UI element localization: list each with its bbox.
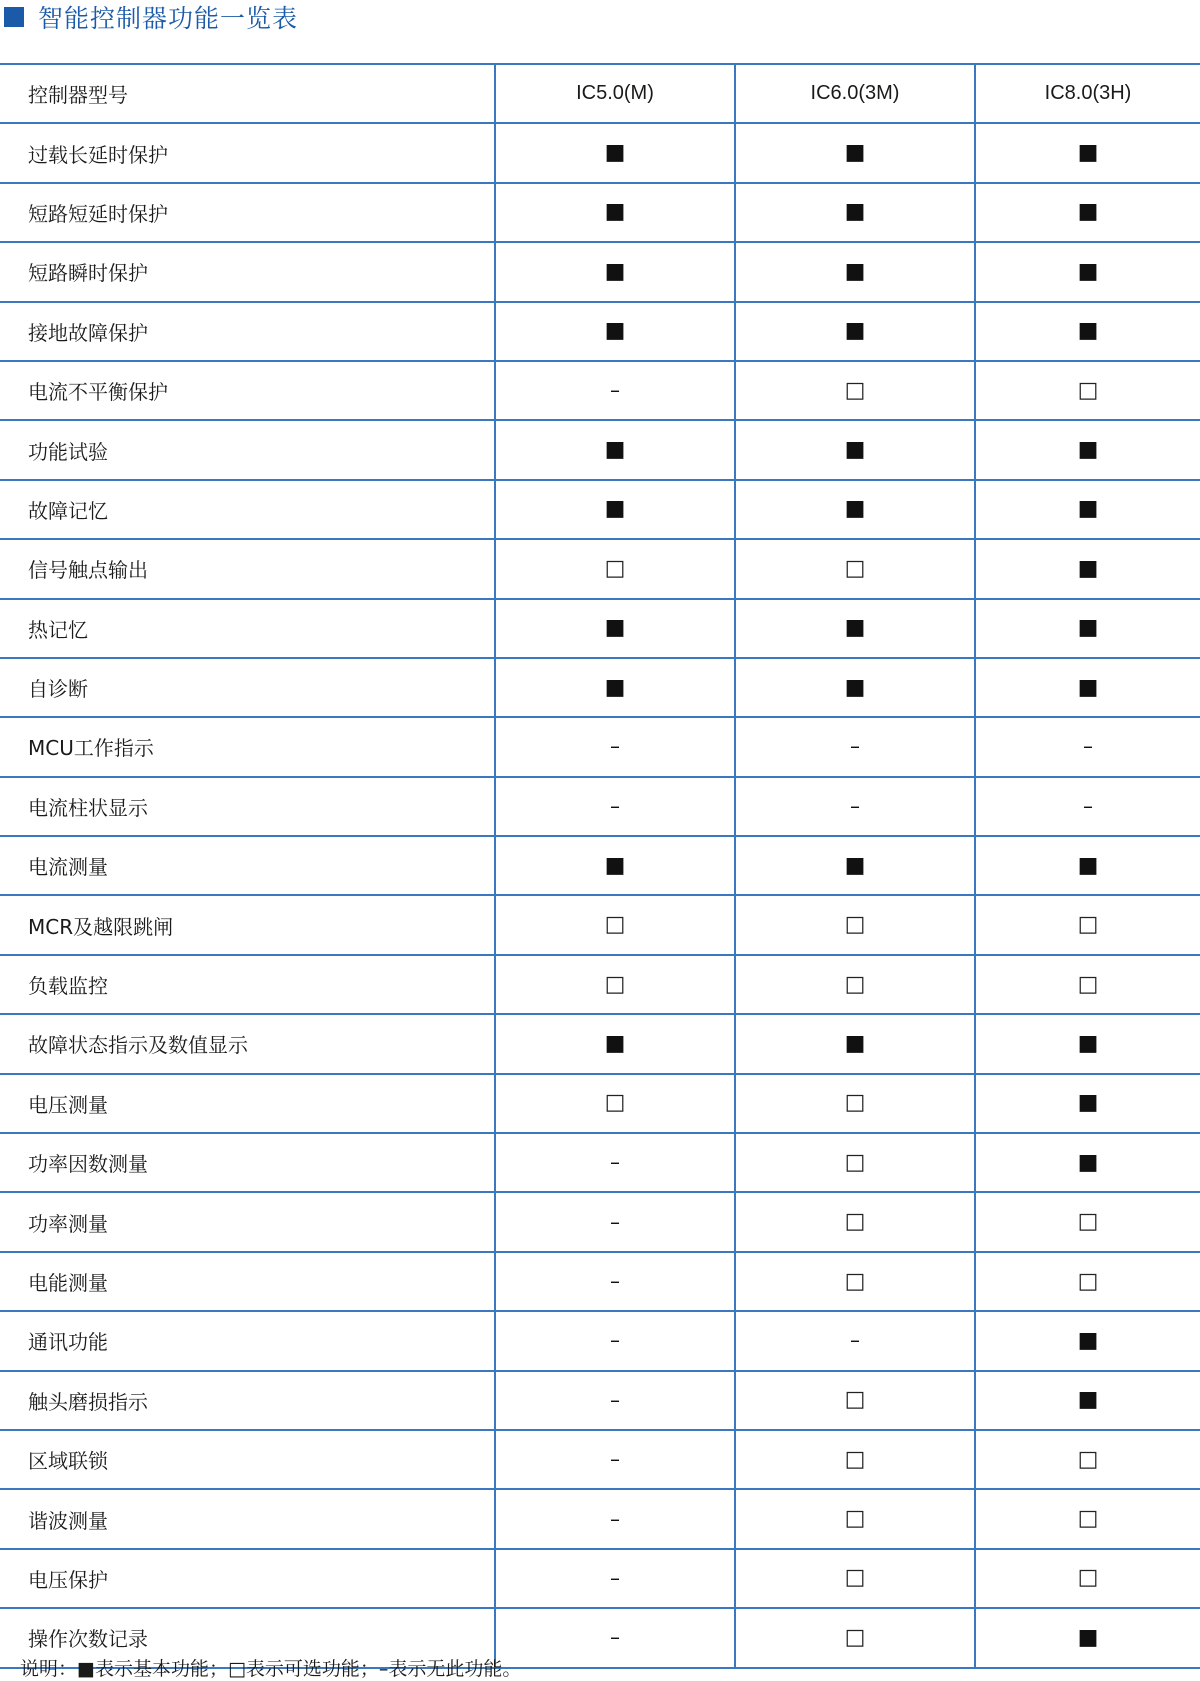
- page-title: 智能控制器功能一览表: [38, 4, 299, 33]
- table-row: [0, 1014, 1200, 1073]
- feature-name: 电压保护: [0, 1549, 495, 1608]
- feature-name: 功率测量: [0, 1192, 495, 1251]
- feature-name: 负载监控: [0, 955, 495, 1014]
- optional-mark-icon: □: [844, 1209, 866, 1235]
- basic-mark-icon: ■: [604, 1030, 626, 1056]
- cell-ic50: [495, 1014, 735, 1073]
- cell-ic50: [495, 895, 735, 954]
- feature-name: 功能试验: [0, 420, 495, 479]
- cell-ic60: [735, 1074, 975, 1133]
- basic-mark-icon: ■: [1077, 199, 1099, 225]
- cell-ic60: [735, 1549, 975, 1608]
- cell-ic80: [975, 599, 1200, 658]
- cell-ic60: [735, 1014, 975, 1073]
- table-header-row: [0, 64, 1200, 123]
- basic-mark-icon: ■: [1077, 615, 1099, 641]
- cell-ic80: [975, 717, 1200, 776]
- basic-mark-icon: ■: [1077, 1030, 1099, 1056]
- cell-ic80: [975, 242, 1200, 301]
- none-mark-icon: –: [1083, 734, 1093, 759]
- basic-mark-icon: ■: [1077, 852, 1099, 878]
- none-mark-icon: –: [850, 734, 860, 759]
- basic-mark-icon: ■: [1077, 437, 1099, 463]
- cell-ic80: [975, 1311, 1200, 1370]
- feature-name: 信号触点输出: [0, 539, 495, 598]
- table-row: [0, 717, 1200, 776]
- table-row: [0, 1074, 1200, 1133]
- optional-mark-icon: □: [844, 377, 866, 403]
- none-mark-icon: –: [610, 1565, 620, 1590]
- cell-ic50: [495, 302, 735, 361]
- feature-name: 通讯功能: [0, 1311, 495, 1370]
- cell-ic60: [735, 123, 975, 182]
- basic-mark-icon: ■: [844, 852, 866, 878]
- none-mark-icon: –: [610, 1328, 620, 1353]
- basic-mark-icon: ■: [1077, 318, 1099, 344]
- basic-mark-icon: ■: [844, 437, 866, 463]
- cell-ic60: [735, 717, 975, 776]
- basic-mark-icon: ■: [604, 318, 626, 344]
- basic-mark-icon: ■: [1077, 1149, 1099, 1175]
- basic-mark-icon: ■: [604, 496, 626, 522]
- cell-ic50: [495, 1608, 735, 1667]
- cell-ic80: [975, 1371, 1200, 1430]
- cell-ic60: [735, 183, 975, 242]
- cell-ic50: [495, 1549, 735, 1608]
- feature-name: 故障状态指示及数值显示: [0, 1014, 495, 1073]
- basic-mark-icon: ■: [1077, 496, 1099, 522]
- none-mark-icon: –: [850, 793, 860, 818]
- optional-mark-icon: □: [1077, 1209, 1099, 1235]
- none-mark-icon: –: [610, 1447, 620, 1472]
- optional-mark-icon: □: [1077, 1446, 1099, 1472]
- feature-name: 短路短延时保护: [0, 183, 495, 242]
- cell-ic80: [975, 1608, 1200, 1667]
- optional-mark-icon: □: [1077, 377, 1099, 403]
- cell-ic80: [975, 1192, 1200, 1251]
- cell-ic50: [495, 1430, 735, 1489]
- cell-ic50: [495, 1311, 735, 1370]
- optional-mark-icon: □: [844, 1149, 866, 1175]
- table-row: [0, 1489, 1200, 1548]
- none-mark-icon: –: [610, 1387, 620, 1412]
- header-model-ic60: IC6.0(3M): [735, 64, 975, 123]
- basic-mark-icon: ■: [844, 140, 866, 166]
- cell-ic60: [735, 1311, 975, 1370]
- table-row: [0, 777, 1200, 836]
- cell-ic60: [735, 1252, 975, 1311]
- none-mark-icon: –: [1083, 793, 1093, 818]
- cell-ic50: [495, 1371, 735, 1430]
- feature-name: 区域联锁: [0, 1430, 495, 1489]
- cell-ic60: [735, 480, 975, 539]
- table-row: [0, 1311, 1200, 1370]
- cell-ic60: [735, 1489, 975, 1548]
- cell-ic50: [495, 1252, 735, 1311]
- feature-name: 电流柱状显示: [0, 777, 495, 836]
- basic-mark-icon: ■: [1077, 555, 1099, 581]
- cell-ic80: [975, 361, 1200, 420]
- feature-name: MCR及越限跳闸: [0, 895, 495, 954]
- basic-mark-icon: ■: [844, 674, 866, 700]
- optional-mark-icon: □: [844, 1565, 866, 1591]
- feature-name: 电流测量: [0, 836, 495, 895]
- cell-ic80: [975, 1252, 1200, 1311]
- cell-ic50: [495, 1489, 735, 1548]
- none-mark-icon: –: [610, 378, 620, 403]
- cell-ic60: [735, 539, 975, 598]
- cell-ic60: [735, 1192, 975, 1251]
- none-mark-icon: –: [610, 734, 620, 759]
- optional-mark-icon: □: [1077, 1506, 1099, 1532]
- feature-name: 过载长延时保护: [0, 123, 495, 182]
- table-row: [0, 539, 1200, 598]
- cell-ic50: [495, 1074, 735, 1133]
- optional-mark-icon: □: [844, 555, 866, 581]
- cell-ic60: [735, 777, 975, 836]
- feature-name: 电流不平衡保护: [0, 361, 495, 420]
- none-mark-icon: –: [610, 1625, 620, 1650]
- cell-ic60: [735, 836, 975, 895]
- cell-ic80: [975, 895, 1200, 954]
- table-row: [0, 658, 1200, 717]
- optional-mark-icon: □: [844, 1387, 866, 1413]
- table-row: [0, 1133, 1200, 1192]
- table-row: [0, 1430, 1200, 1489]
- cell-ic60: [735, 1608, 975, 1667]
- table-row: [0, 302, 1200, 361]
- table-body: [0, 123, 1200, 1667]
- cell-ic80: [975, 539, 1200, 598]
- feature-name: 触头磨损指示: [0, 1371, 495, 1430]
- feature-name: 短路瞬时保护: [0, 242, 495, 301]
- table-row: [0, 955, 1200, 1014]
- cell-ic60: [735, 658, 975, 717]
- feature-name: 电能测量: [0, 1252, 495, 1311]
- feature-name: 自诊断: [0, 658, 495, 717]
- optional-mark-icon: □: [604, 971, 626, 997]
- cell-ic80: [975, 1430, 1200, 1489]
- basic-mark-icon: ■: [604, 258, 626, 284]
- cell-ic80: [975, 777, 1200, 836]
- cell-ic50: [495, 420, 735, 479]
- feature-name: 功率因数测量: [0, 1133, 495, 1192]
- cell-ic80: [975, 302, 1200, 361]
- optional-mark-icon: □: [844, 912, 866, 938]
- optional-mark-icon: □: [1077, 1268, 1099, 1294]
- none-mark-icon: –: [610, 1209, 620, 1234]
- cell-ic60: [735, 1371, 975, 1430]
- none-mark-icon: –: [610, 1269, 620, 1293]
- cell-ic80: [975, 123, 1200, 182]
- feature-name: MCU工作指示: [0, 717, 495, 776]
- cell-ic50: [495, 183, 735, 242]
- feature-name: 热记忆: [0, 599, 495, 658]
- table-row: [0, 1549, 1200, 1608]
- cell-ic80: [975, 1489, 1200, 1548]
- feature-name: 故障记忆: [0, 480, 495, 539]
- basic-mark-icon: ■: [844, 258, 866, 284]
- cell-ic80: [975, 836, 1200, 895]
- cell-ic60: [735, 1133, 975, 1192]
- cell-ic80: [975, 955, 1200, 1014]
- none-mark-icon: –: [610, 793, 620, 818]
- optional-mark-icon: □: [1077, 912, 1099, 938]
- table-row: [0, 895, 1200, 954]
- cell-ic50: [495, 658, 735, 717]
- basic-mark-icon: ■: [1077, 1387, 1099, 1413]
- legend-note: 说明：■表示基本功能；□表示可选功能；–表示无此功能。: [20, 1658, 522, 1680]
- none-mark-icon: –: [610, 1150, 620, 1175]
- basic-mark-icon: ■: [1077, 1327, 1099, 1353]
- cell-ic50: [495, 599, 735, 658]
- cell-ic80: [975, 480, 1200, 539]
- header-model-label: 控制器型号: [0, 64, 495, 123]
- cell-ic80: [975, 1074, 1200, 1133]
- table-row: [0, 1252, 1200, 1311]
- optional-mark-icon: □: [604, 1090, 626, 1116]
- table-row: [0, 836, 1200, 895]
- basic-mark-icon: ■: [844, 615, 866, 641]
- feature-name: 操作次数记录: [0, 1608, 495, 1667]
- optional-mark-icon: □: [604, 912, 626, 938]
- cell-ic80: [975, 1549, 1200, 1608]
- basic-mark-icon: ■: [844, 318, 866, 344]
- table-row: [0, 183, 1200, 242]
- cell-ic60: [735, 955, 975, 1014]
- cell-ic50: [495, 480, 735, 539]
- basic-mark-icon: ■: [844, 496, 866, 522]
- basic-mark-icon: ■: [844, 1030, 866, 1056]
- cell-ic50: [495, 1133, 735, 1192]
- cell-ic50: [495, 123, 735, 182]
- title-square-icon: [4, 7, 24, 27]
- basic-mark-icon: ■: [1077, 674, 1099, 700]
- cell-ic60: [735, 895, 975, 954]
- cell-ic80: [975, 183, 1200, 242]
- none-mark-icon: –: [850, 1328, 860, 1353]
- table-row: [0, 599, 1200, 658]
- basic-mark-icon: ■: [604, 852, 626, 878]
- basic-mark-icon: ■: [604, 674, 626, 700]
- basic-mark-icon: ■: [1077, 1624, 1099, 1650]
- cell-ic60: [735, 599, 975, 658]
- basic-mark-icon: ■: [604, 615, 626, 641]
- cell-ic50: [495, 242, 735, 301]
- cell-ic80: [975, 658, 1200, 717]
- table-row: [0, 123, 1200, 182]
- cell-ic80: [975, 420, 1200, 479]
- feature-table: [0, 63, 1200, 1669]
- feature-name: 电压测量: [0, 1074, 495, 1133]
- feature-name: 接地故障保护: [0, 302, 495, 361]
- cell-ic50: [495, 539, 735, 598]
- optional-mark-icon: □: [1077, 1565, 1099, 1591]
- table-row: [0, 361, 1200, 420]
- basic-mark-icon: ■: [604, 199, 626, 225]
- cell-ic50: [495, 955, 735, 1014]
- header-model-ic50: IC5.0(M): [495, 64, 735, 123]
- optional-mark-icon: □: [844, 971, 866, 997]
- cell-ic50: [495, 361, 735, 420]
- table-row: [0, 1371, 1200, 1430]
- feature-name: 谐波测量: [0, 1489, 495, 1548]
- basic-mark-icon: ■: [844, 199, 866, 225]
- cell-ic60: [735, 302, 975, 361]
- table-row: [0, 420, 1200, 479]
- optional-mark-icon: □: [844, 1624, 866, 1650]
- cell-ic60: [735, 1430, 975, 1489]
- basic-mark-icon: ■: [1077, 258, 1099, 284]
- cell-ic50: [495, 717, 735, 776]
- optional-mark-icon: □: [844, 1506, 866, 1532]
- table-row: [0, 480, 1200, 539]
- basic-mark-icon: ■: [604, 140, 626, 166]
- table-row: [0, 1192, 1200, 1251]
- cell-ic60: [735, 420, 975, 479]
- cell-ic50: [495, 836, 735, 895]
- cell-ic80: [975, 1014, 1200, 1073]
- none-mark-icon: –: [610, 1506, 620, 1531]
- table-row: [0, 242, 1200, 301]
- optional-mark-icon: □: [844, 1090, 866, 1116]
- cell-ic50: [495, 777, 735, 836]
- cell-ic50: [495, 1192, 735, 1251]
- cell-ic60: [735, 361, 975, 420]
- basic-mark-icon: ■: [604, 437, 626, 463]
- basic-mark-icon: ■: [1077, 140, 1099, 166]
- optional-mark-icon: □: [844, 1268, 866, 1294]
- optional-mark-icon: □: [604, 555, 626, 581]
- optional-mark-icon: □: [1077, 971, 1099, 997]
- optional-mark-icon: □: [844, 1446, 866, 1472]
- cell-ic80: [975, 1133, 1200, 1192]
- header-model-ic80: IC8.0(3H): [975, 64, 1200, 123]
- cell-ic60: [735, 242, 975, 301]
- title-bar: [0, 0, 298, 34]
- basic-mark-icon: ■: [1077, 1090, 1099, 1116]
